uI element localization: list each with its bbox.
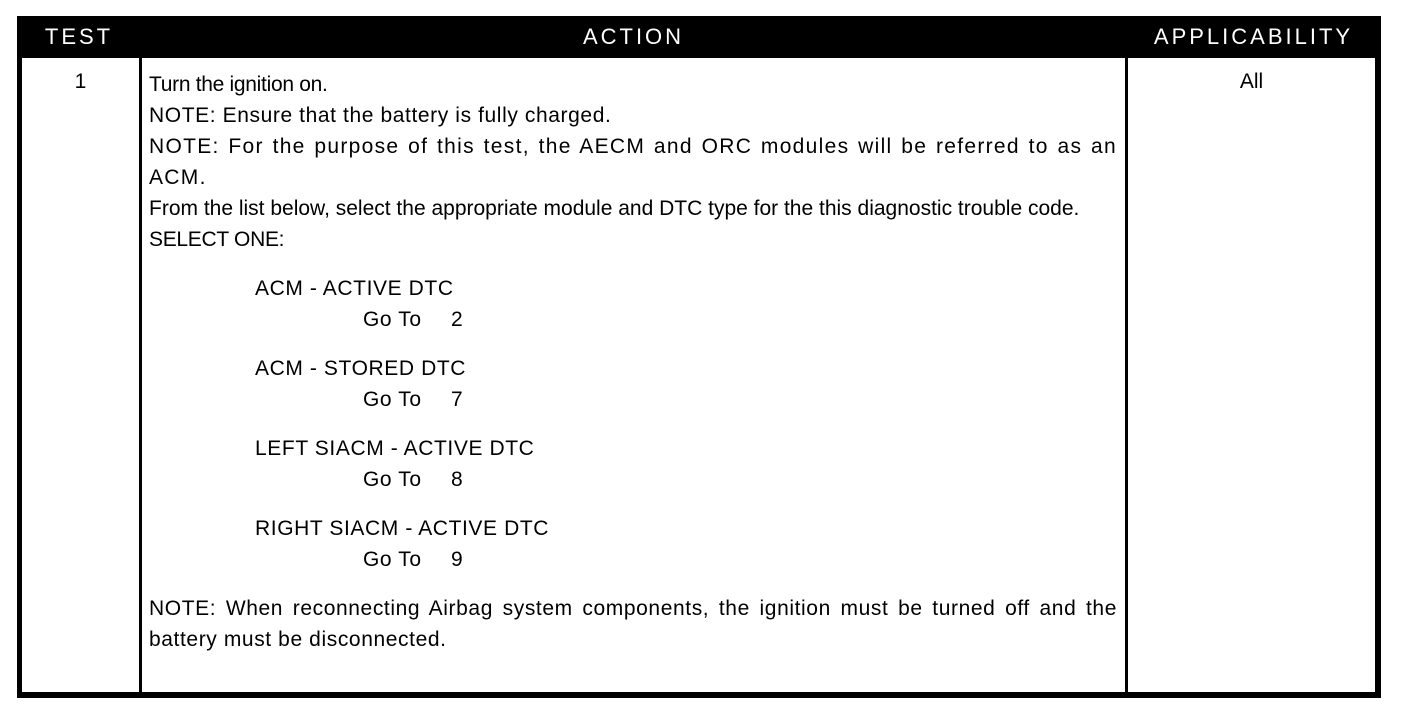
option-label: RIGHT SIACM - ACTIVE DTC [255,517,550,540]
option-left-siacm-active[interactable] [149,433,1117,495]
option-label: LEFT SIACM - ACTIVE DTC [255,437,535,460]
option-right-siacm-active[interactable] [149,513,1117,575]
goto-text: Go To [363,548,422,571]
goto-link[interactable] [149,464,1117,495]
header-action: ACTION [582,24,685,49]
note-reconnecting: NOTE: When reconnecting Airbag system components, the ignition must be turned off and the battery must be disconnected. [149,597,1117,651]
option-list [149,273,1117,575]
applicability-value: All [1239,70,1264,93]
select-instruction: From the list below, select the appropriate module and DTC type for the this diagnostic trouble code. [149,197,1080,220]
header-test: TEST [44,24,114,49]
test-number: 1 [74,70,87,93]
note-acm-definition: NOTE: For the purpose of this test, the AECM and ORC modules will be referred to as an ACM. [149,135,1117,189]
goto-link[interactable] [149,304,1117,335]
action-body [149,69,1117,655]
header-applicability: APPLICABILITY [1153,24,1354,49]
select-one-label: SELECT ONE: [149,228,285,251]
table-header [17,16,1381,57]
goto-link[interactable] [149,544,1117,575]
step-instruction: Turn the ignition on. [149,73,328,96]
goto-text: Go To [363,468,422,491]
goto-link[interactable] [149,384,1117,415]
diagnostic-test-table [17,16,1381,698]
applicability-cell [1128,58,1375,692]
option-label: ACM - ACTIVE DTC [255,277,454,300]
goto-step: 2 [451,308,464,331]
option-label: ACM - STORED DTC [255,357,467,380]
option-acm-stored[interactable] [149,353,1117,415]
test-cell [22,58,139,692]
note-battery: NOTE: Ensure that the battery is fully charged. [149,104,612,127]
goto-text: Go To [363,388,422,411]
goto-step: 9 [451,548,464,571]
option-acm-active[interactable] [149,273,1117,335]
goto-step: 7 [451,388,464,411]
action-cell [142,58,1125,692]
goto-text: Go To [363,308,422,331]
goto-step: 8 [451,468,464,491]
